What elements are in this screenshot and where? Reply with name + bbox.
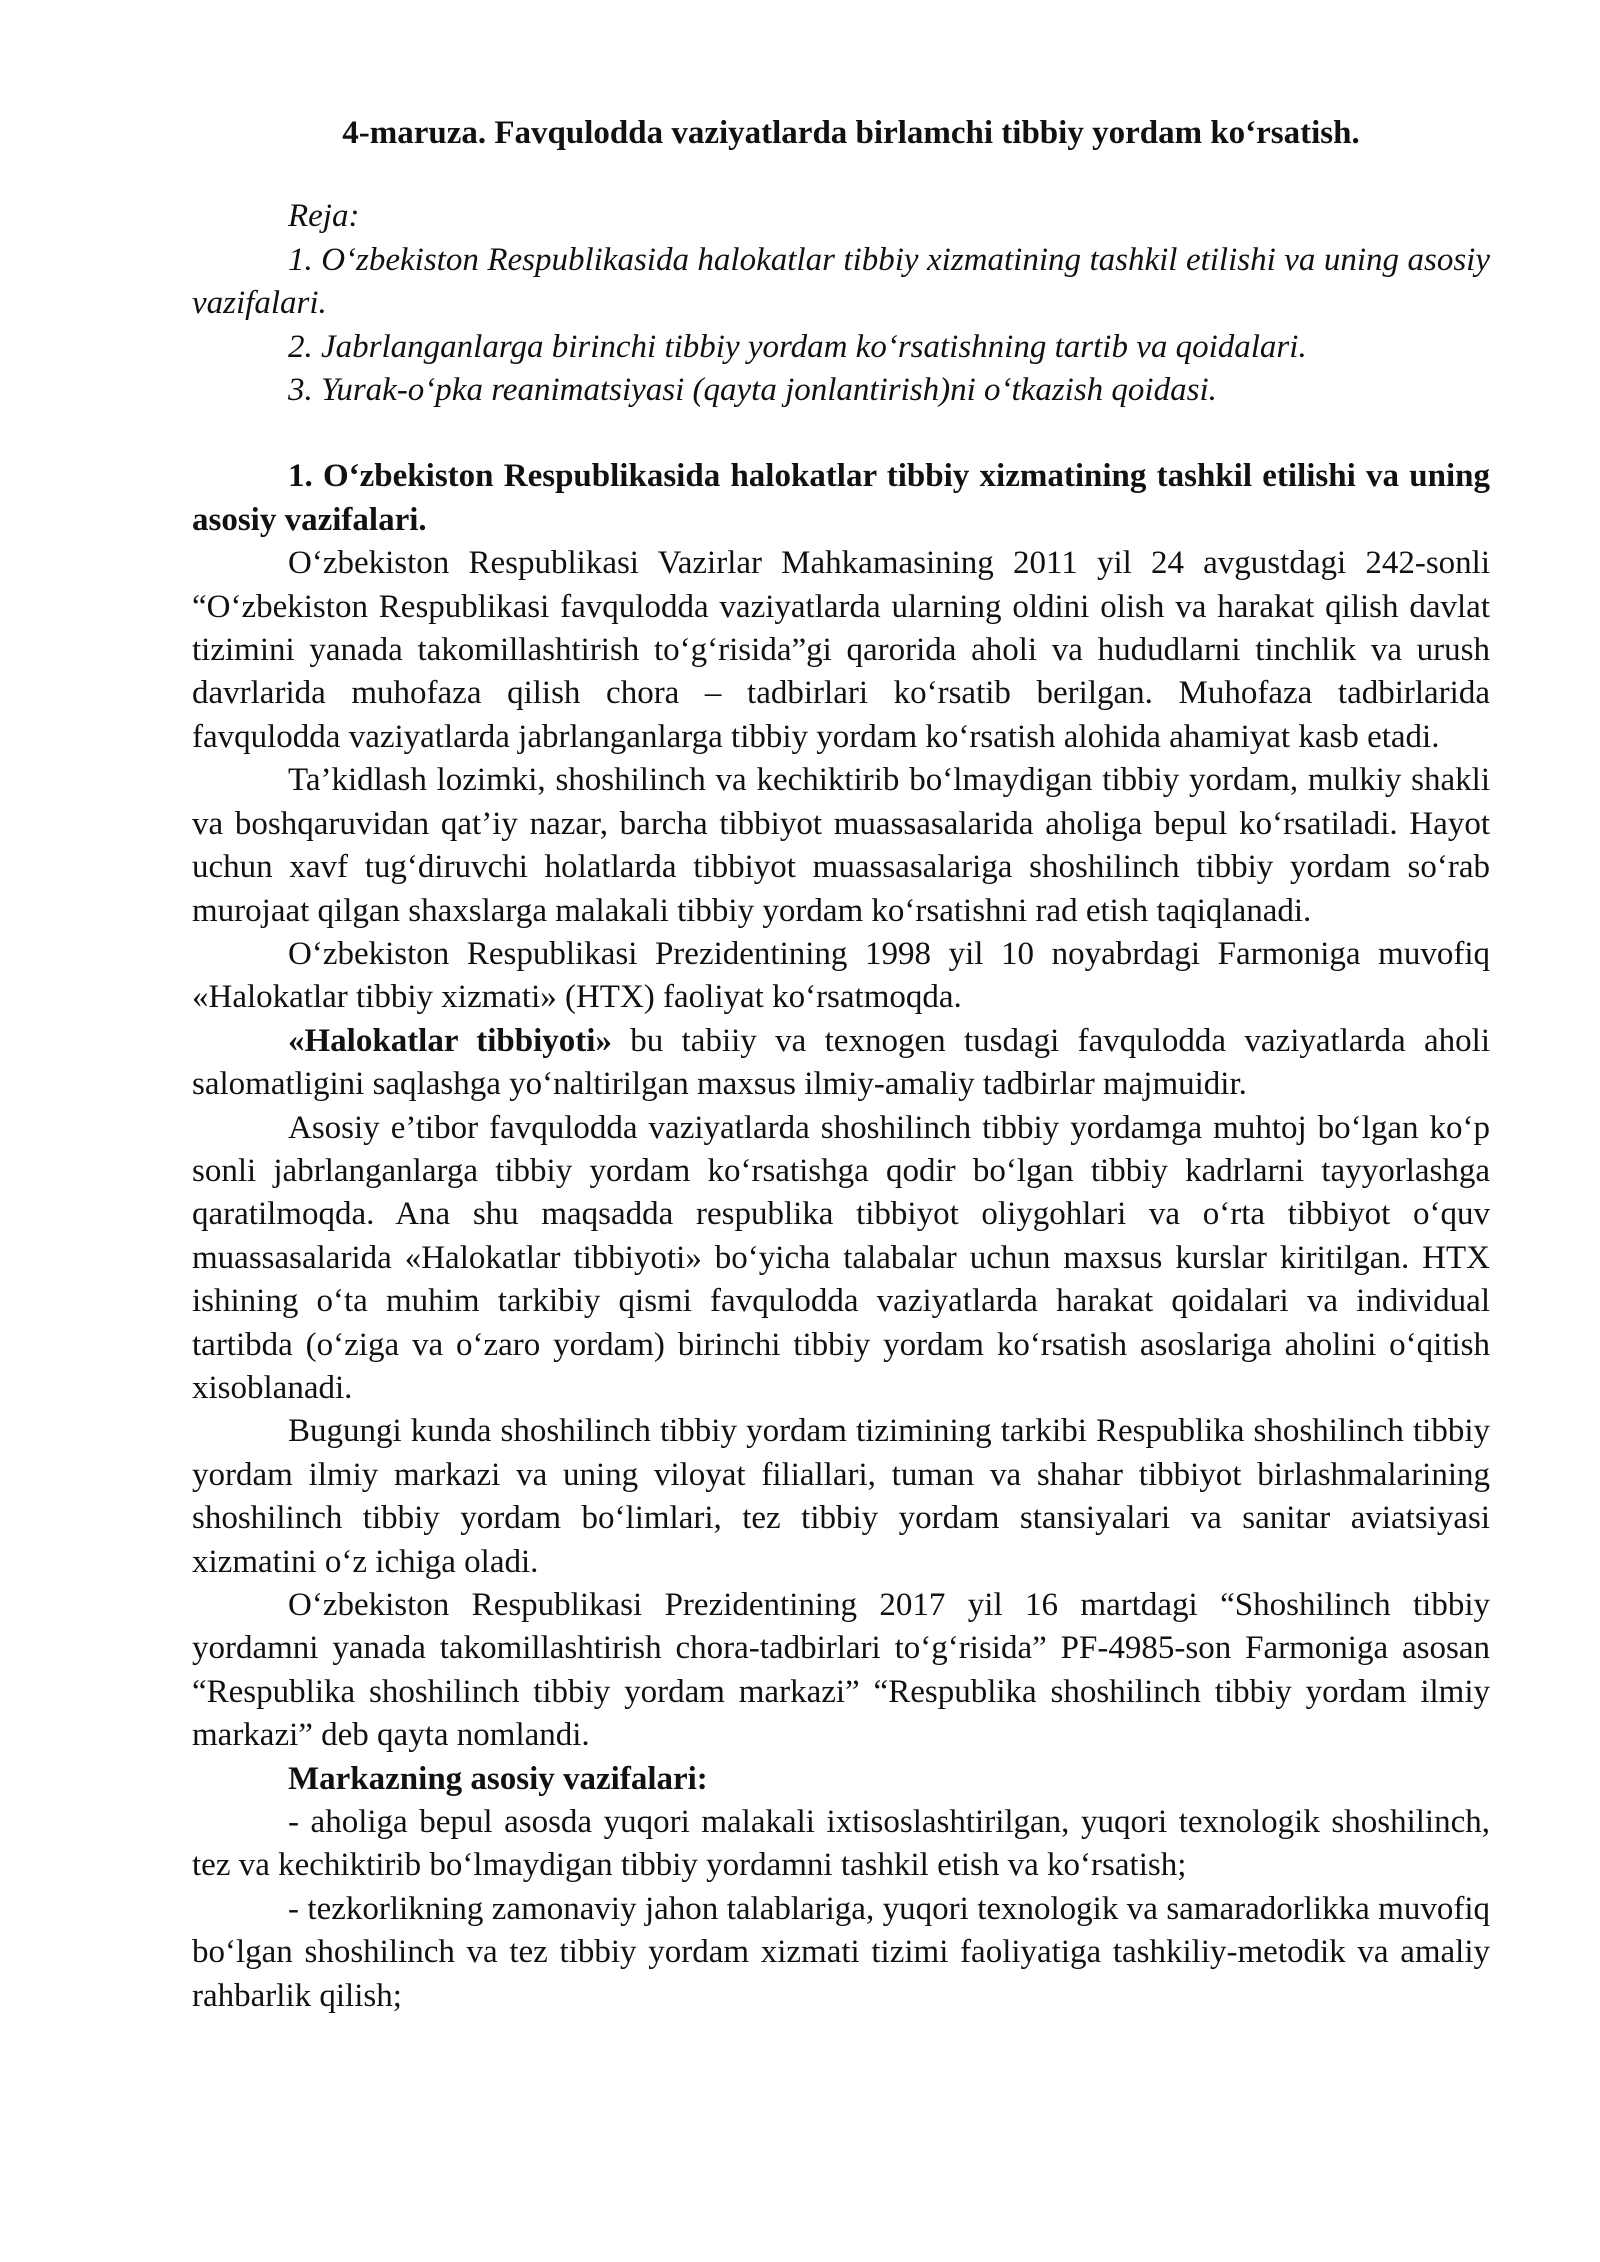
plan-item: 1. O‘zbekiston Respublikasida halokatlar tibbiy xizmatining tashkil etilishi va uning asosiy vazifalari. — [192, 241, 1490, 322]
task-item: - tezkorlikning zamonaviy jahon talablariga, yuqori texnologik va samaradorlikka muvofiq bo‘lgan shoshilinch va tez tibbiy yordam xizmati tizimi faoliyatiga tashkiliy-metodik va amaliy rahbarlik qilish; — [192, 1890, 1490, 2014]
paragraph: O‘zbekiston Respublikasi Vazirlar Mahkamasining 2011 yil 24 avgustdagi 242-sonli “O‘zbekiston Respublikasi favqulodda vaziyatlarda ularning oldini olish va harakat qilish davlat tizimini yanada takomillashtirish to‘g‘risida”gi qarorida aholi va hududlarni tinchlik va urush davrlarida muhofaza qilish chora – tadbirlari ko‘rsatib berilgan. Muhofaza tadbirlarida favqulodda vaziyatlarda jabrlanganlarga tibbiy yordam ko‘rsatish alohida ahamiyat kasb etadi. — [192, 545, 1490, 755]
paragraph: Bugungi kunda shoshilinch tibbiy yordam tizimining tarkibi Respublika shoshilinch tibbiy yordam ilmiy markazi va uning viloyat filiallari, tuman va shahar tibbiyot birlashmalarining shoshilinch tibbiy yordam bo‘limlari, tez tibbiy yordam stansiyalari va sanitar aviatsiyasi xizmatini o‘z ichiga oladi. — [192, 1413, 1490, 1580]
document-page — [192, 112, 1490, 2018]
paragraph: O‘zbekiston Respublikasi Prezidentining 1998 yil 10 noyabrdagi Farmoniga muvofiq «Halokatlar tibbiy xizmati» (HTX) faoliyat ko‘rsatmoqda. — [192, 935, 1490, 1016]
lecture-title: 4-maruza. Favqulodda vaziyatlarda birlamchi tibbiy yordam ko‘rsatish. — [342, 115, 1360, 151]
definition-term: «Halokatlar tibbiyoti» — [288, 1022, 612, 1059]
plan-heading: Reja: — [288, 198, 360, 235]
plan-item: 3. Yurak-o‘pka reanimatsiyasi (qayta jonlantirish)ni o‘tkazish qoidasi. — [288, 372, 1217, 409]
definition-paragraph — [192, 1020, 1490, 1107]
paragraph: Ta’kidlash lozimki, shoshilinch va kechiktirib bo‘lmaydigan tibbiy yordam, mulkiy shakli va boshqaruvidan qat’iy nazar, barcha tibbiyot muassasalarida aholiga bepul ko‘rsatiladi. Hayot uchun xavf tug‘diruvchi holatlarda tibbiyot muassasalariga shoshilinch tibbiy yordam so‘rab murojaat qilgan shaxslarga malakali tibbiy yordam ko‘rsatishni rad etish taqiqlanadi. — [192, 762, 1490, 929]
task-item: - aholiga bepul asosda yuqori malakali ixtisoslashtirilgan, yuqori texnologik shoshilinch, tez va kechiktirib bo‘lmaydigan tibbiy yordamni tashkil etish va ko‘rsatish; — [192, 1804, 1490, 1884]
lecture-plan — [192, 195, 1490, 412]
section-heading: 1. O‘zbekiston Respublikasida halokatlar tibbiy xizmatining tashkil etilishi va uning asosiy vazifalari. — [192, 458, 1490, 538]
tasks-heading: Markazning asosiy vazifalari: — [288, 1760, 708, 1797]
definition-text: bu tabiiy va texnogen tusdagi favqulodda vaziyatlarda aholi salomatligini saqlashga yo‘naltirilgan maxsus ilmiy-amaliy tadbirlar majmuidir. — [192, 1022, 1490, 1103]
paragraph: Asosiy e’tibor favqulodda vaziyatlarda shoshilinch tibbiy yordamga muhtoj bo‘lgan ko‘p sonli jabrlanganlarga tibbiy yordam ko‘rsatishga qodir bo‘lgan tibbiy kadrlarni tayyorlashga qaratilmoqda. Ana shu maqsadda respublika tibbiyot oliygohlari va o‘rta tibbiyot o‘quv muassasalarida «Halokatlar tibbiyoti» bo‘yicha talabalar uchun maxsus kurslar kiritilgan. HTX ishining o‘ta muhim tarkibiy qismi favqulodda vaziyatlarda harakat qoidalari va individual tartibda (o‘ziga va o‘zaro yordam) birinchi tibbiy yordam ko‘rsatish asoslariga aholini o‘qitish xisoblanadi. — [192, 1109, 1490, 1406]
paragraph: O‘zbekiston Respublikasi Prezidentining 2017 yil 16 martdagi “Shoshilinch tibbiy yordamni yanada takomillashtirish chora-tadbirlari to‘g‘risida” PF-4985-son Farmoniga asosan “Respublika shoshilinch tibbiy yordam markazi” “Respublika shoshilinch tibbiy yordam ilmiy markazi” deb qayta nomlandi. — [192, 1587, 1490, 1754]
plan-item: 2. Jabrlanganlarga birinchi tibbiy yordam ko‘rsatishning tartib va qoidalari. — [288, 328, 1307, 365]
